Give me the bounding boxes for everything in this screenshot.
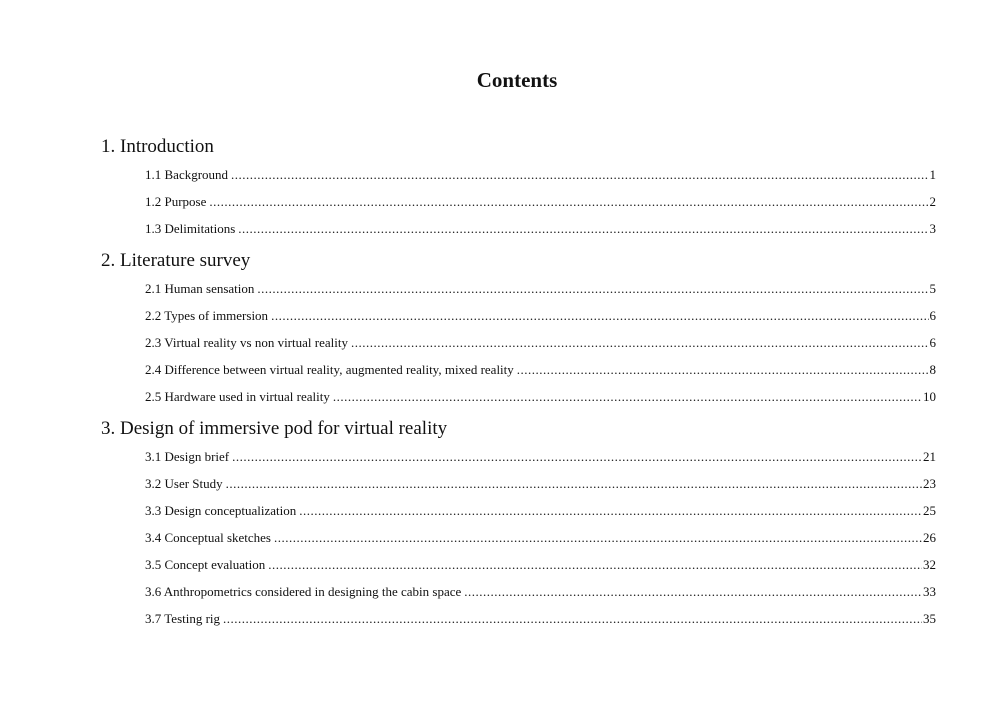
dot-leader — [351, 333, 929, 353]
toc-section-introduction — [101, 136, 936, 246]
dot-leader — [299, 501, 922, 521]
toc-entry — [145, 447, 936, 474]
dot-leader — [268, 555, 922, 575]
toc-entry — [145, 165, 936, 192]
dot-leader — [226, 474, 922, 494]
entry-label: 3.7 Testing rig — [145, 611, 221, 626]
toc-entry — [145, 609, 936, 636]
section-heading: 2. Literature survey — [101, 250, 251, 271]
entry-label: 2.1 Human sensation — [145, 281, 255, 296]
toc-entry — [145, 387, 936, 414]
dot-leader — [333, 387, 922, 407]
toc-section-design-of-immersive-pod — [101, 418, 936, 636]
entry-page-number: 10 — [923, 389, 936, 404]
toc-entry — [145, 555, 936, 582]
entry-page-number: 25 — [923, 503, 936, 518]
entry-label: 3.2 User Study — [145, 476, 223, 491]
dot-leader — [238, 219, 928, 239]
entry-page-number: 2 — [929, 194, 936, 209]
toc-entry — [145, 333, 936, 360]
dot-leader — [209, 192, 928, 212]
toc-entry — [145, 306, 936, 333]
entry-label: 2.2 Types of immersion — [145, 308, 269, 323]
toc-section-literature-survey — [101, 250, 936, 414]
table-of-contents — [101, 136, 936, 636]
entry-page-number: 32 — [923, 557, 936, 572]
entry-label: 2.3 Virtual reality vs non virtual reality — [145, 335, 348, 350]
toc-entry — [145, 279, 936, 306]
entry-page-number: 33 — [923, 584, 936, 599]
entry-page-number: 1 — [929, 167, 936, 182]
entry-label: 2.4 Difference between virtual reality, augmented reality, mixed reality — [145, 362, 514, 377]
entry-page-number: 5 — [929, 281, 936, 296]
toc-entry — [145, 219, 936, 246]
entry-page-number: 35 — [923, 611, 936, 626]
dot-leader — [464, 582, 922, 602]
entry-label: 3.4 Conceptual sketches — [145, 530, 271, 545]
entry-page-number: 23 — [923, 476, 936, 491]
entry-page-number: 3 — [929, 221, 936, 236]
toc-entry — [145, 501, 936, 528]
dot-leader — [232, 447, 922, 467]
entry-page-number: 21 — [923, 449, 936, 464]
entry-page-number: 26 — [923, 530, 936, 545]
toc-entry — [145, 528, 936, 555]
page-title: Contents — [476, 68, 558, 92]
section-heading: 1. Introduction — [101, 136, 214, 157]
entry-page-number: 8 — [929, 362, 936, 377]
entry-page-number: 6 — [929, 308, 936, 323]
section-heading: 3. Design of immersive pod for virtual reality — [101, 418, 448, 439]
dot-leader — [517, 360, 929, 380]
dot-leader — [231, 165, 928, 185]
toc-entry — [145, 192, 936, 219]
dot-leader — [274, 528, 922, 548]
entry-label: 3.1 Design brief — [145, 449, 230, 464]
toc-entry — [145, 582, 936, 609]
entry-label: 3.5 Concept evaluation — [145, 557, 266, 572]
entry-label: 1.3 Delimitations — [145, 221, 236, 236]
dot-leader — [257, 279, 928, 299]
dot-leader — [223, 609, 922, 629]
entry-label: 3.6 Anthropometrics considered in designing the cabin space — [145, 584, 462, 599]
toc-entry — [145, 474, 936, 501]
entry-label: 1.1 Background — [145, 167, 229, 182]
dot-leader — [271, 306, 928, 326]
entry-label: 1.2 Purpose — [145, 194, 207, 209]
entry-label: 3.3 Design conceptualization — [145, 503, 297, 518]
entry-label: 2.5 Hardware used in virtual reality — [145, 389, 330, 404]
entry-page-number: 6 — [929, 335, 936, 350]
toc-entry — [145, 360, 936, 387]
